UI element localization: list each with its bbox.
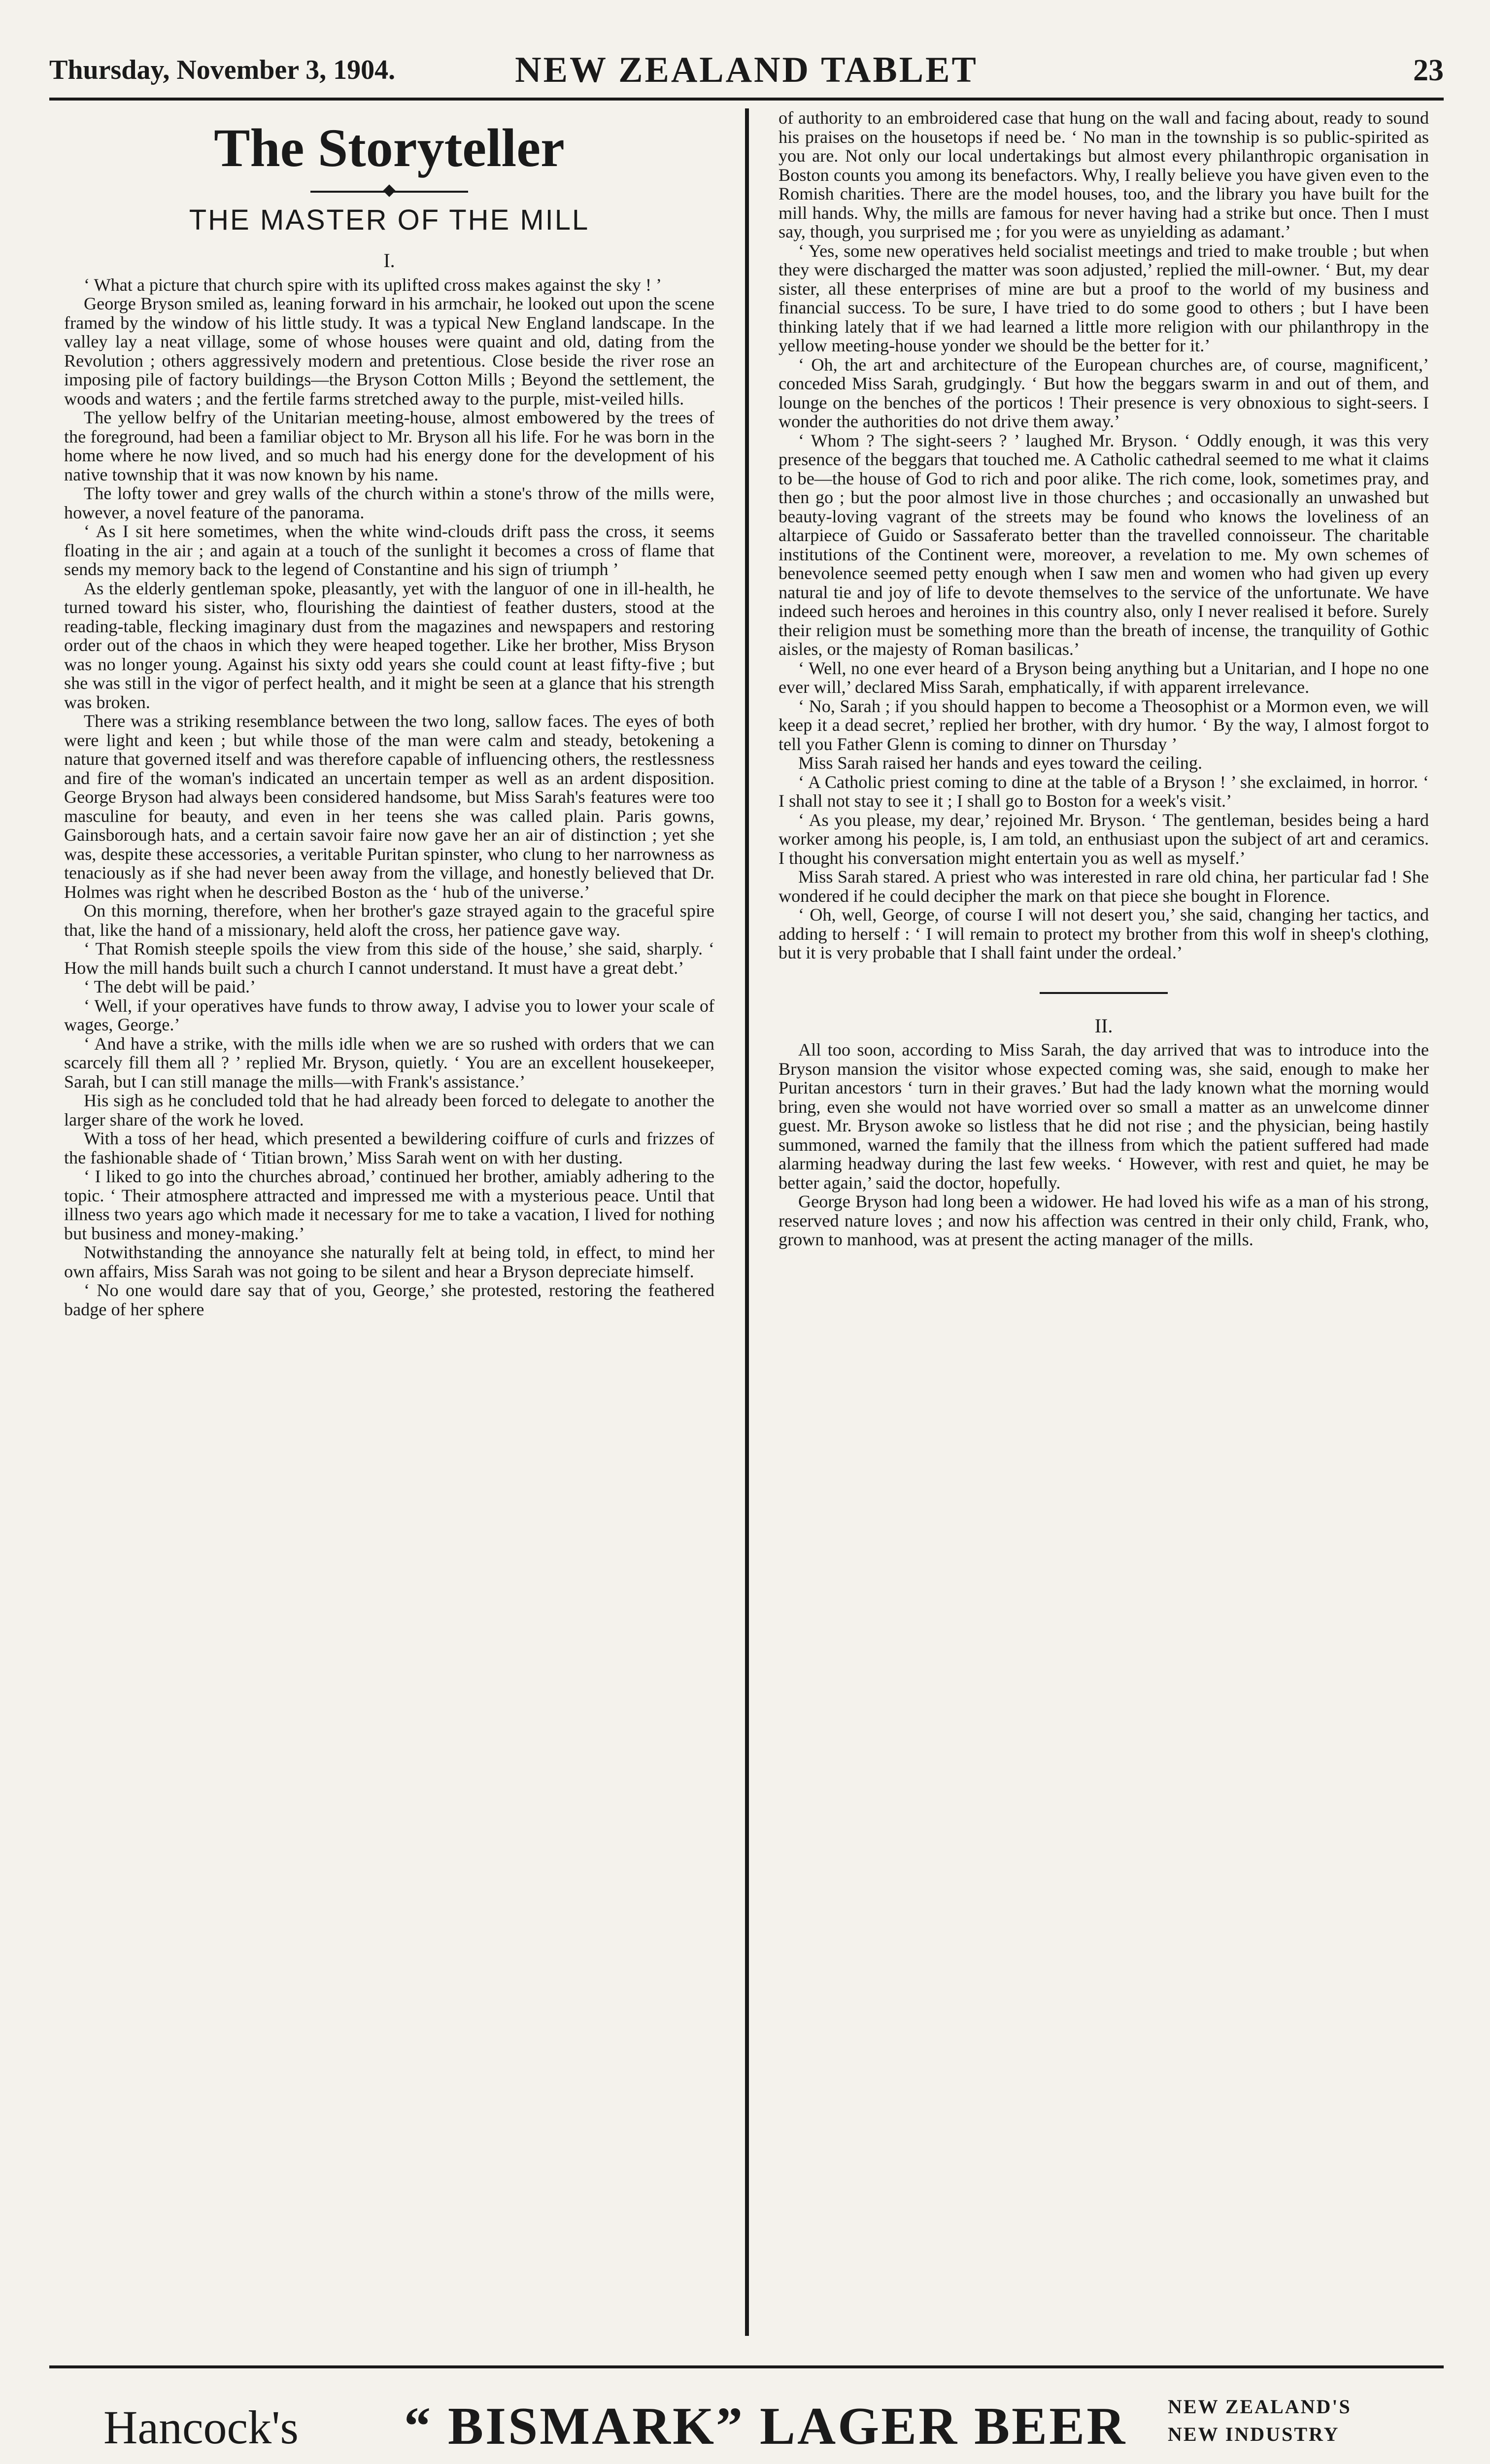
part-one-heading: I. <box>383 249 395 272</box>
paragraph: As the elderly gentleman spoke, pleasantly, yet with the languor of one in ill-health, he turned toward his sister, who, flourishing the daintiest of feather dusters, stood at the reading-table, flecking imaginary dust from the magazines and newspapers and restoring order out of the chaos in which they were heaped together. Like her brother, Miss Bryson was no longer young. Against his sixty odd years she could count at least fifty-five ; but she was still in the vigor of perfect health, and it might be seen at a glance that his strength was broken. <box>64 578 714 712</box>
left-column <box>64 108 714 1319</box>
paragraph: ‘ Oh, well, George, of course I will not desert you,’ she said, changing her tactics, and adding to herself : ‘ I will remain to protect my brother from this wolf in sheep's clothing, but it is very probable that I shall faint under the ordeal.’ <box>779 905 1429 962</box>
paragraph: ‘ As I sit here sometimes, when the white wind-clouds drift pass the cross, it seems floating in the air ; and again at a touch of the sunlight it becomes a cross of flame that sends my memory back to the legend of Constantine and his sign of triumph ’ <box>64 521 714 579</box>
paragraph: There was a striking resemblance between the two long, sallow faces. The eyes of both were light and keen ; but while those of the man were calm and steady, betokening a nature that governed itself and was therefore capable of influencing others, the restlessness and fire of the woman's indicated an uncertain temper as well as an ardent disposition. George Bryson had always been considered handsome, but Miss Sarah's features were too masculine for beauty, and even in her teens she was called plain. Paris gowns, Gainsborough hats, and a certain savoir faire now gave her an air of distinction ; yet she was, despite these accessories, a veritable Puritan spinster, who clung to her narrowness as tenaciously as if she had never been away from the village, and honestly believed that Dr. Holmes was right when he described Boston as the ‘ hub of the universe.’ <box>64 711 714 902</box>
diamond-icon <box>383 184 395 197</box>
part-two-body <box>779 1040 1429 1249</box>
right-column <box>779 108 1429 1249</box>
story-title: THE MASTER OF THE MILL <box>189 204 590 236</box>
left-column-body <box>64 275 714 1319</box>
page-number: 23 <box>1413 54 1444 87</box>
paragraph: ‘ Well, if your operatives have funds to throw away, I advise you to lower your scale of wages, George.’ <box>64 995 714 1034</box>
paragraph: ‘ The debt will be paid.’ <box>84 977 256 996</box>
paragraph: ‘ A Catholic priest coming to dine at the table of a Bryson ! ’ she exclaimed, in horror. ‘ I shall not stay to see it ; I shall go to Boston for a week's visit.’ <box>779 772 1429 811</box>
paragraph: ‘ Whom ? The sight-seers ? ’ laughed Mr. Bryson. ‘ Oddly enough, it was this very presence of the beggars that touched me. A Catholic cathedral seemed to me what it claims to be—the house of God to rich and poor alike. The rich come, look, sometimes pray, and then go ; but the poor almost live in those churches ; and occasionally an unwashed but beauty-loving vagrant of the streets may be found who knows the loveliness of an altarpiece of Guido or Sassaferato better than the travelled connoisseur. The charitable institutions of the Continent were, moreover, a revelation to me. My own schemes of benevolence seemed petty enough when I saw men and women who had given up every natural tie and joy of life to devote themselves to the service of the unfortunate. We have indeed such heroes and heroines in this country also, only I never realised it before. Surely their religion must be something more than the breath of incense, the tranquility of Gothic aisles, or the majesty of Roman basilicas.’ <box>779 430 1429 659</box>
paragraph: George Bryson smiled as, leaning forward in his armchair, he looked out upon the scene framed by the window of his little study. It was a typical New England landscape. In the valley lay a neat village, some of whose houses were quaint and old, dating from the Revolution ; others aggressively modern and pretentious. Close beside the river rose an imposing pile of factory buildings—the Bryson Cotton Mills ; Beyond the settlement, the woods and waters ; and the fertile farms stretched away to the purple, mist-veiled hills. <box>64 294 714 409</box>
advertisement-banner <box>49 2380 1444 2464</box>
paragraph: ‘ I liked to go into the churches abroad,’ continued her brother, amiably adhering to the topic. ‘ Their atmosphere attracted and impressed me with a mysterious peace. Until that illness two years ago which made it necessary for me to take a vacation, I lived for nothing but business and money-making.’ <box>64 1166 714 1243</box>
paragraph: of authority to an embroidered case that hung on the wall and facing about, ready to sound his praises on the housetops if need be. ‘ No man in the township is so public-spirited as you are. Not only our local undertakings but almost every philanthropic organisation in Boston counts you among its benefactors. Why, I really believe you have given even to the Romish charities. There are the model houses, too, and the library you have built for the mill hands. Why, the mills are famous for never having had a strike but once. Then I must say, though, you surprised me ; for you were as unyielding as adamant.’ <box>779 108 1429 241</box>
paragraph: The yellow belfry of the Unitarian meeting-house, almost embowered by the trees of the foreground, had been a familiar object to Mr. Bryson all his life. For he was born in the home where he now lived, and so much had his energy done for the development of his native township that it was now known by his name. <box>64 408 714 484</box>
issue-date: Thursday, November 3, 1904. <box>49 55 396 85</box>
paragraph: ‘ What a picture that church spire with its uplifted cross makes against the sky ! ’ <box>84 274 662 295</box>
paragraph: ‘ Well, no one ever heard of a Bryson being anything but a Unitarian, and I hope no one ever will,’ declared Miss Sarah, emphatically, if with apparent irrelevance. <box>779 658 1429 697</box>
paragraph: Miss Sarah stared. A priest who was interested in rare old china, her particular fad ! She wondered if he could decipher the mark on that piece she bought in Florence. <box>779 867 1429 906</box>
paragraph: On this morning, therefore, when her brother's gaze strayed again to the graceful spire that, like the hand of a missionary, held aloft the cross, her patience gave way. <box>64 901 714 940</box>
ad-product: “ BISMARK” LAGER BEER <box>404 2397 1127 2456</box>
paragraph: ‘ Oh, the art and architecture of the European churches are, of course, magnificent,’ conceded Miss Sarah, grudgingly. ‘ But how the beggars swarm in and out of them, and lounge on the benches of the porticos ! Their presence is very obnoxious to sight-seers. I wonder the authorities do not drive them away.’ <box>779 354 1429 431</box>
paragraph: With a toss of her head, which presented a bewildering coiffure of curls and frizzes of the fashionable shade of ‘ Titian brown,’ Miss Sarah went on with her dusting. <box>64 1129 714 1167</box>
paragraph: Miss Sarah raised her hands and eyes toward the ceiling. <box>798 753 1203 773</box>
section-title: The Storyteller <box>214 118 565 178</box>
part-divider-rule <box>1040 992 1168 994</box>
right-column-body <box>779 241 1429 962</box>
paragraph: ‘ No, Sarah ; if you should happen to become a Theosophist or a Mormon even, we will keep it a dead secret,’ replied her brother, with dry humor. ‘ By the way, I almost forgot to tell you Father Glenn is coming to dinner on Thursday ’ <box>779 696 1429 754</box>
column-divider <box>745 108 749 2336</box>
paragraph: His sigh as he concluded told that he had already been forced to delegate to another the larger share of the work he loved. <box>64 1091 714 1129</box>
page-header <box>49 49 1444 96</box>
paragraph: Notwithstanding the annoyance she naturally felt at being told, in effect, to mind her own affairs, Miss Sarah was not going to be silent and hear a Bryson depreciate himself. <box>64 1242 714 1281</box>
paragraph: George Bryson had long been a widower. He had loved his wife as a man of his strong, reserved nature loves ; and now his affection was centred in their only child, Frank, who, grown to manhood, was at present the acting manager of the mills. <box>779 1192 1429 1249</box>
footer-rule <box>49 2365 1444 2368</box>
paragraph: ‘ That Romish steeple spoils the view from this side of the house,’ she said, sharply. ‘ How the mill hands built such a church I cannot understand. It must have a great debt.’ <box>64 939 714 978</box>
paragraph: ‘ As you please, my dear,’ rejoined Mr. Bryson. ‘ The gentleman, besides being a hard worker among his people, is, I am told, an enthusiast upon the subject of art and ceramics. I thought his conversation might entertain you as well as myself.’ <box>779 810 1429 868</box>
masthead: NEW ZEALAND TABLET <box>515 50 978 90</box>
part-two-heading: II. <box>1094 1014 1113 1037</box>
title-ornament <box>310 186 468 197</box>
paragraph: All too soon, according to Miss Sarah, the day arrived that was to introduce into the Bryson mansion the visitor whose expected coming was, she said, enough to make her Puritan ancestors ‘ turn in their graves.’ But had the lady known what the morning would bring, even she would not have worried over so small a matter as an unwelcome dinner guest. Mr. Bryson awoke so listless that he did not rise ; and the physician, being hastily summoned, warned the family that the illness from which the patient suffered had made alarming headway during the last few weeks. ‘ However, with rest and quiet, he may be better again,’ said the doctor, hopefully. <box>779 1040 1429 1193</box>
paragraph: ‘ No one would dare say that of you, George,’ she protested, restoring the feathered badge of her sphere <box>64 1280 714 1319</box>
paragraph: The lofty tower and grey walls of the church within a stone's throw of the mills were, however, a novel feature of the panorama. <box>64 483 714 522</box>
paragraph: ‘ Yes, some new operatives held socialist meetings and tried to make trouble ; but when they were discharged the matter was soon adjusted,’ replied the mill-owner. ‘ But, my dear sister, all these enterprises of mine are but a proof to the world of my business and financial success. To be sure, I have tried to do some good to others ; but I have been thinking lately that if we had learned a little more religion with our philanthropy in the yellow meeting-house yonder we should be the better for it.’ <box>779 240 1429 355</box>
ad-tagline-1: NEW ZEALAND'S <box>1168 2396 1352 2418</box>
ad-tagline-2: NEW INDUSTRY <box>1168 2423 1340 2445</box>
header-rule <box>49 98 1444 101</box>
paragraph: ‘ And have a strike, with the mills idle when we are so rushed with orders that we can scarcely fill them all ? ’ replied Mr. Bryson, quietly. ‘ You are an excellent housekeeper, Sarah, but I can still manage the mills—with Frank's assistance.’ <box>64 1033 714 1092</box>
ad-brand: Hancock's <box>103 2401 299 2454</box>
